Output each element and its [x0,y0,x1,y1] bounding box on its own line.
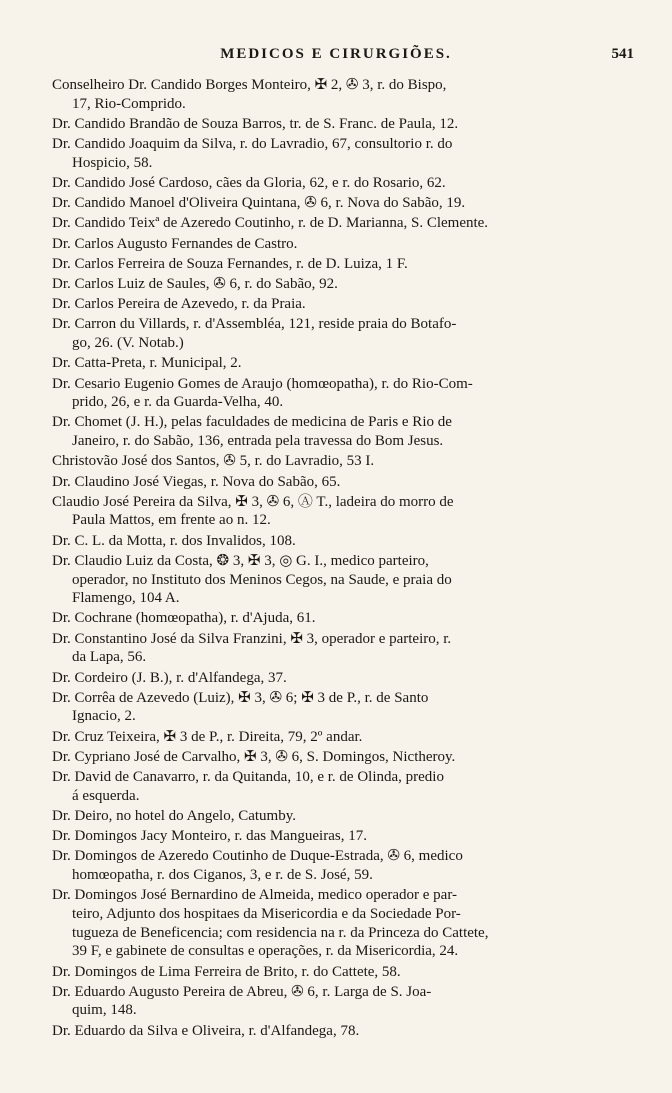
entry-line: Dr. Catta-Preta, r. Municipal, 2. [52,355,242,372]
entry-line: Dr. Cruz Teixeira, ✠ 3 de P., r. Direita, 79, 2º andar. [52,728,363,745]
entry-line: Dr. Chomet (J. H.), pelas faculdades de medicina de Paris e Rio de [52,414,452,431]
directory-entry [52,689,627,726]
entry-continuation-line: da Lapa, 56. [72,649,147,666]
directory-entry [52,669,627,688]
directory-entry [52,315,627,352]
entry-line: Dr. Cesario Eugenio Gomes de Araujo (homœopatha), r. do Rio-Com- [52,375,473,392]
directory-entry [52,354,627,373]
entry-continuation-line: quim, 148. [72,1002,137,1019]
page-number: 541 [611,46,634,62]
entry-line: Dr. Cochrane (homœopatha), r. d'Ajuda, 61. [52,610,316,627]
directory-entry [52,807,627,826]
entry-line: Dr. Carlos Augusto Fernandes de Castro. [52,235,298,252]
directory-entry [52,295,627,314]
directory-entry [52,748,627,767]
directory-entry [52,473,627,492]
entry-line: Dr. Carlos Ferreira de Souza Fernandes, r. de D. Luiza, 1 F. [52,255,408,272]
entry-line: Dr. David de Canavarro, r. da Quitanda, 10, e r. de Olinda, predio [52,769,444,785]
entry-line: Dr. Eduardo Augusto Pereira de Abreu, ✇ 6, r. Larga de S. Joa- [52,983,432,1000]
entry-line: Dr. Domingos de Azeredo Coutinho de Duque-Estrada, ✇ 6, medico [52,848,463,865]
entry-line: Dr. Claudio Luiz da Costa, ❂ 3, ✠ 3, ◎ G. I., medico parteiro, [52,552,429,569]
entry-line: Dr. Candido Joaquim da Silva, r. do Lavradio, 67, consultorio r. do [52,136,453,153]
entry-line: Dr. Cypriano José de Carvalho, ✠ 3, ✇ 6, S. Domingos, Nictheroy. [52,748,456,765]
entry-continuation-line: Ignacio, 2. [72,708,136,725]
directory-entry [52,886,627,961]
directory-entry [52,983,627,1020]
directory-entry [52,275,627,294]
directory-entry [52,255,627,274]
directory-entry [52,728,627,747]
entry-continuation-line: á esquerda. [72,787,140,804]
entry-continuation-line: Janeiro, r. do Sabão, 136, entrada pela travessa do Bom Jesus. [72,433,444,450]
directory-entry [52,963,627,982]
entry-line: Dr. Carron du Villards, r. d'Assembléa, 121, reside praia do Botafo- [52,316,457,333]
entry-continuation-line: Flamengo, 104 A. [72,590,180,607]
directory-entry [52,413,627,450]
directory-entry [52,630,627,667]
entry-continuation-line: prido, 26, e r. da Guarda-Velha, 40. [72,394,284,411]
entry-line: Dr. Carlos Luiz de Saules, ✇ 6, r. do Sabão, 92. [52,276,338,292]
entry-line: Dr. Eduardo da Silva e Oliveira, r. d'Alfandega, 78. [52,1022,360,1039]
directory-entry [52,609,627,628]
entry-line: Dr. C. L. da Motta, r. dos Invalidos, 108. [52,532,296,549]
directory-entry [52,375,627,412]
entry-continuation-line: teiro, Adjunto dos hospitaes da Misericordia e da Sociedade Por- [72,905,461,922]
directory-entry [52,532,627,551]
page-header [0,46,672,68]
entry-line: Dr. Candido Teixª de Azeredo Coutinho, r. de D. Marianna, S. Clemente. [52,215,489,232]
entry-continuation-line: tugueza de Beneficencia; com residencia na r. da Princeza do Cattete, [72,924,489,941]
directory-entry [52,76,627,113]
entry-line: Dr. Candido José Cardoso, cães da Gloria, 62, e r. do Rosario, 62. [52,175,446,191]
entry-line: Dr. Candido Manoel d'Oliveira Quintana, ✇ 6, r. Nova do Sabão, 19. [52,195,466,212]
entry-continuation-line: go, 26. (V. Notab.) [72,335,184,352]
directory-entry [52,174,627,193]
entry-line: Dr. Constantino José da Silva Franzini, ✠ 3, operador e parteiro, r. [52,630,452,647]
entry-line: Dr. Claudino José Viegas, r. Nova do Sabão, 65. [52,473,341,490]
directory-entry [52,1022,627,1041]
directory-entry [52,827,627,846]
entry-line: Claudio José Pereira da Silva, ✠ 3, ✇ 6, Ⓐ T., ladeira do morro de [52,493,454,510]
directory-entry [52,847,627,884]
entry-line: Dr. Domingos de Lima Ferreira de Brito, r. do Cattete, 58. [52,963,401,980]
entry-line: Dr. Cordeiro (J. B.), r. d'Alfandega, 37. [52,669,287,686]
entry-continuation-line: operador, no Instituto dos Meninos Cegos, na Saude, e praia do [72,571,452,588]
entry-continuation-line: 17, Rio-Comprido. [72,95,186,112]
entry-line: Conselheiro Dr. Candido Borges Monteiro, ✠ 2, ✇ 3, r. do Bispo, [52,77,447,93]
entry-line: Dr. Carlos Pereira de Azevedo, r. da Praia. [52,296,306,313]
entry-line: Dr. Corrêa de Azevedo (Luiz), ✠ 3, ✇ 6; ✠ 3 de P., r. de Santo [52,689,429,706]
page-title: MEDICOS E CIRURGIÕES. [220,46,452,62]
directory-entry [52,768,627,805]
directory-entry [52,493,627,530]
directory-entry [52,115,627,134]
entry-continuation-line: Hospicio, 58. [72,154,153,171]
entry-line: Christovão José dos Santos, ✇ 5, r. do Lavradio, 53 I. [52,453,375,470]
entry-continuation-line: homœopatha, r. dos Ciganos, 3, e r. de S. José, 59. [72,867,373,883]
directory-entry [52,194,627,213]
entry-continuation-line: Paula Mattos, em frente ao n. 12. [72,512,271,529]
directory-entry [52,452,627,471]
directory-entry [52,235,627,254]
entry-line: Dr. Domingos Jacy Monteiro, r. das Mangueiras, 17. [52,828,367,845]
entry-line: Dr. Candido Brandão de Souza Barros, tr. de S. Franc. de Paula, 12. [52,115,459,132]
entry-line: Dr. Deiro, no hotel do Angelo, Catumby. [52,807,296,824]
directory-entry [52,214,627,233]
directory-entry [52,135,627,172]
entry-continuation-line: 39 F, e gabinete de consultas e operações, r. da Misericordia, 24. [72,943,459,960]
entry-line: Dr. Domingos José Bernardino de Almeida, medico operador e par- [52,887,458,904]
directory-entry [52,552,627,608]
